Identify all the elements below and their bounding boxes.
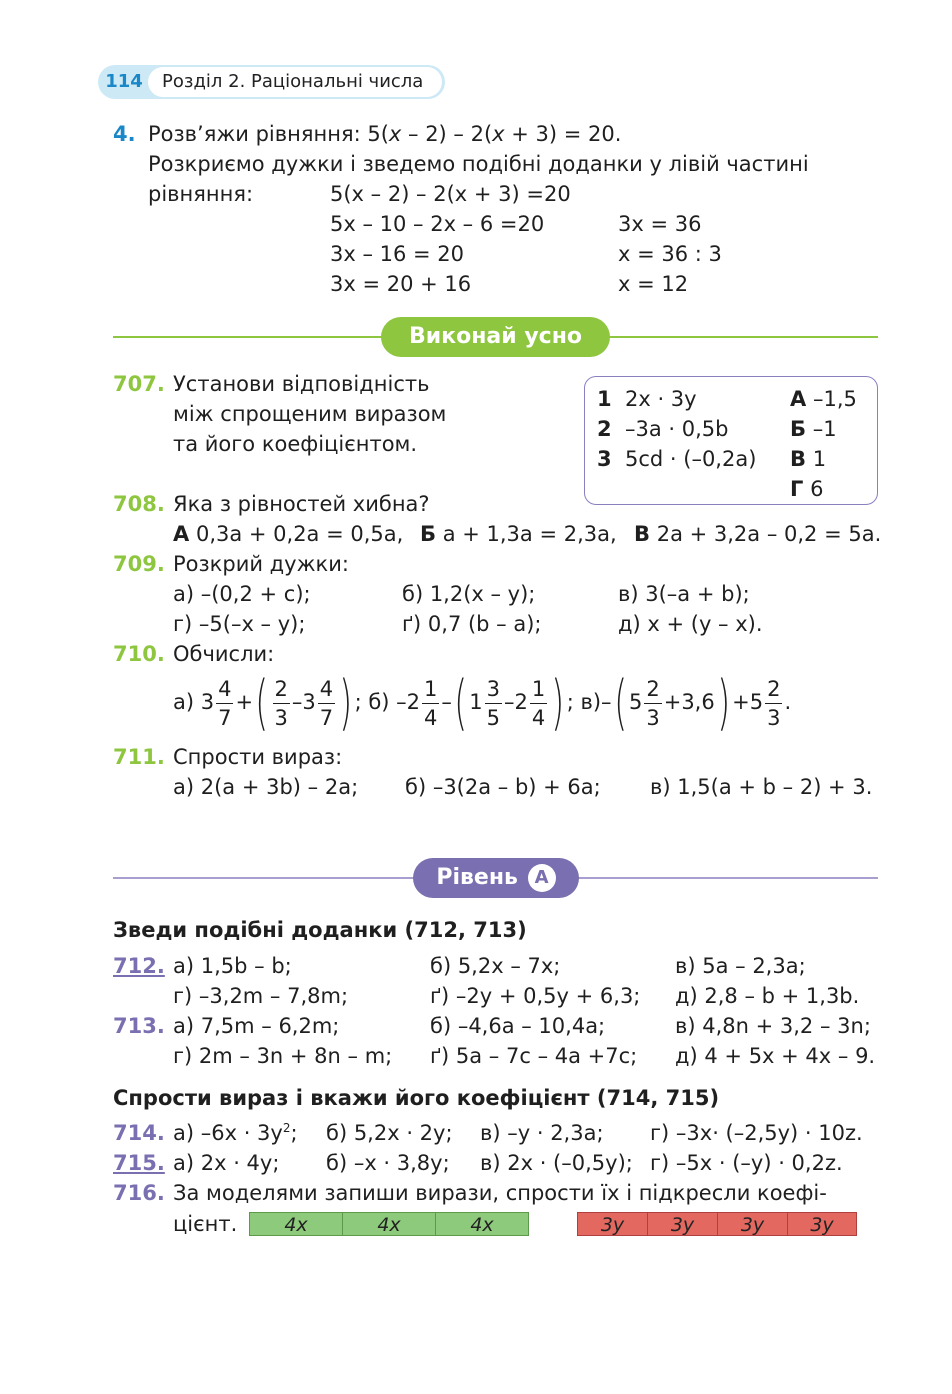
model-tile-green: 4x — [435, 1212, 529, 1236]
exercise-number: 716. — [113, 1181, 165, 1205]
ex712-b: б) 5,2x – 7x; — [430, 954, 561, 978]
section-heading: Зведи подібні доданки (712, 713) — [113, 918, 527, 942]
ex708-question: Яка з рівностей хибна? — [173, 492, 430, 516]
ex714-g: г) –3x· (–2,5y) · 10z. — [650, 1121, 863, 1145]
ex713-b: б) –4,6a – 10,4a; — [430, 1014, 606, 1038]
match-right-v: В 1 — [790, 447, 827, 471]
exercise-number: 709. — [113, 552, 165, 576]
ex715-g: г) –5x · (–y) · 0,2z. — [650, 1151, 843, 1175]
example-line3: рівняння: — [148, 182, 254, 206]
ex712-d: д) 2,8 – b + 1,3b. — [675, 984, 860, 1008]
ex710-title: Обчисли: — [173, 642, 275, 666]
ex707-line2: між спрощеним виразом — [173, 402, 447, 426]
ex713-d: д) 4 + 5x + 4x – 9. — [675, 1044, 876, 1068]
ex707-line1: Установи відповідність — [173, 372, 430, 396]
ex713-gg: ґ) 5a – 7c – 4a +7c; — [430, 1044, 638, 1068]
section-heading: Спрости вираз і вкажи його коефіцієнт (714, 715) — [113, 1086, 720, 1110]
exercise-number: 714. — [113, 1121, 165, 1145]
match-right-a: А –1,5 — [790, 387, 857, 411]
ex709-gg: ґ) 0,7 (b – a); — [402, 612, 542, 636]
exercise-number: 711. — [113, 745, 165, 769]
ex711-v: в) 1,5(a + b – 2) + 3. — [650, 775, 873, 799]
example-number: 4. — [113, 122, 136, 146]
exercise-number: 708. — [113, 492, 165, 516]
section-title: Розділ 2. Раціональні числа — [148, 67, 442, 97]
match-left-1: 1 2x · 3y — [597, 387, 697, 411]
ex712-v: в) 5a – 2,3a; — [675, 954, 806, 978]
model-tile-red: 3y — [787, 1212, 857, 1236]
ex714-a: а) $-6x \cdot 3y^2$; — [173, 1121, 298, 1145]
banner-level: Рівень А — [413, 858, 579, 898]
ex707-line3: та його коефіцієнтом. — [173, 432, 418, 456]
ex711-b: б) –3(2a – b) + 6a; — [405, 775, 601, 799]
step-left-4: 3x = 20 + 16 — [330, 272, 472, 296]
exercise-number: 713. — [113, 1014, 165, 1038]
ex714-v: в) –y · 2,3a; — [480, 1121, 604, 1145]
example-line2: Розкриємо дужки і зведемо подібні доданки у лівій частині — [148, 152, 809, 176]
ex711-a: а) 2(a + 3b) – 2a; — [173, 775, 359, 799]
ex708-option-v: В 2a + 3,2a – 0,2 = 5a. — [634, 522, 882, 546]
ex709-v: в) 3(–a + b); — [618, 582, 750, 606]
ex716-line2: цієнт. — [173, 1212, 238, 1236]
exercise-number-link[interactable]: 712. — [113, 954, 165, 978]
model-tile-red: 3y — [577, 1212, 648, 1236]
exercise-number: 710. — [113, 642, 165, 666]
banner-oral: Виконай усно — [381, 317, 610, 357]
ex709-g: г) –5(–x – y); — [173, 612, 306, 636]
ex710-expressions: а) 3 $\frac{4}{7}$ +( $\frac{2}{3}$ –3 $\frac{4}{7}$ ) ; б) –2 $\frac{1}{4}$ –( 1 $\frac{3}{5}$ –2 $\frac{1}{4}$ ) ; в)–( 5 $\frac{2}{3}$ +3,6) +5 $\frac{2}{3}$ . — [173, 668, 792, 738]
ex711-title: Спрости вираз: — [173, 745, 343, 769]
ex708-option-b: Б a + 1,3a = 2,3a, — [420, 522, 617, 546]
ex708-option-a: А 0,3a + 0,2a = 0,5a, — [173, 522, 404, 546]
ex709-a: а) –(0,2 + c); — [173, 582, 311, 606]
model-tile-red: 3y — [647, 1212, 718, 1236]
step-left-1: 5(x – 2) – 2(x + 3) =20 — [330, 182, 571, 206]
exercise-number-link[interactable]: 715. — [113, 1151, 165, 1175]
step-right-1: 3x = 36 — [618, 212, 702, 236]
example-statement: Розв’яжи рівняння: 5(x – 2) – 2(x + 3) = 20. — [148, 122, 622, 146]
model-tile-red: 3y — [717, 1212, 788, 1236]
page-number: 114 — [105, 71, 143, 92]
ex713-a: а) 7,5m – 6,2m; — [173, 1014, 340, 1038]
ex716-line1: За моделями запиши вирази, спрости їх і підкресли коефі- — [173, 1181, 827, 1205]
step-right-3: x = 12 — [618, 272, 689, 296]
page-header — [98, 65, 445, 99]
ex709-b: б) 1,2(x – y); — [402, 582, 536, 606]
model-tile-green: 4x — [249, 1212, 343, 1236]
model-tile-green: 4x — [342, 1212, 436, 1236]
ex712-a: а) 1,5b – b; — [173, 954, 292, 978]
ex715-v: в) 2x · (–0,5y); — [480, 1151, 633, 1175]
match-left-2: 2 –3a · 0,5b — [597, 417, 729, 441]
ex709-d: д) x + (y – x). — [618, 612, 763, 636]
match-right-b: Б –1 — [790, 417, 837, 441]
match-left-3: 3 5cd · (–0,2a) — [597, 447, 757, 471]
step-right-2: x = 36 : 3 — [618, 242, 722, 266]
ex712-g: г) –3,2m – 7,8m; — [173, 984, 349, 1008]
ex712-gg: ґ) –2y + 0,5y + 6,3; — [430, 984, 641, 1008]
ex709-title: Розкрий дужки: — [173, 552, 349, 576]
ex713-v: в) 4,8n + 3,2 – 3n; — [675, 1014, 871, 1038]
ex715-a: а) 2x · 4y; — [173, 1151, 280, 1175]
step-left-3: 3x – 16 = 20 — [330, 242, 465, 266]
match-right-g: Г 6 — [790, 477, 824, 501]
level-circle: А — [528, 864, 556, 892]
exercise-number: 707. — [113, 372, 165, 396]
step-left-2: 5x – 10 – 2x – 6 =20 — [330, 212, 545, 236]
ex715-b: б) –x · 3,8y; — [326, 1151, 450, 1175]
ex713-g: г) 2m – 3n + 8n – m; — [173, 1044, 393, 1068]
ex714-b: б) 5,2x · 2y; — [326, 1121, 453, 1145]
